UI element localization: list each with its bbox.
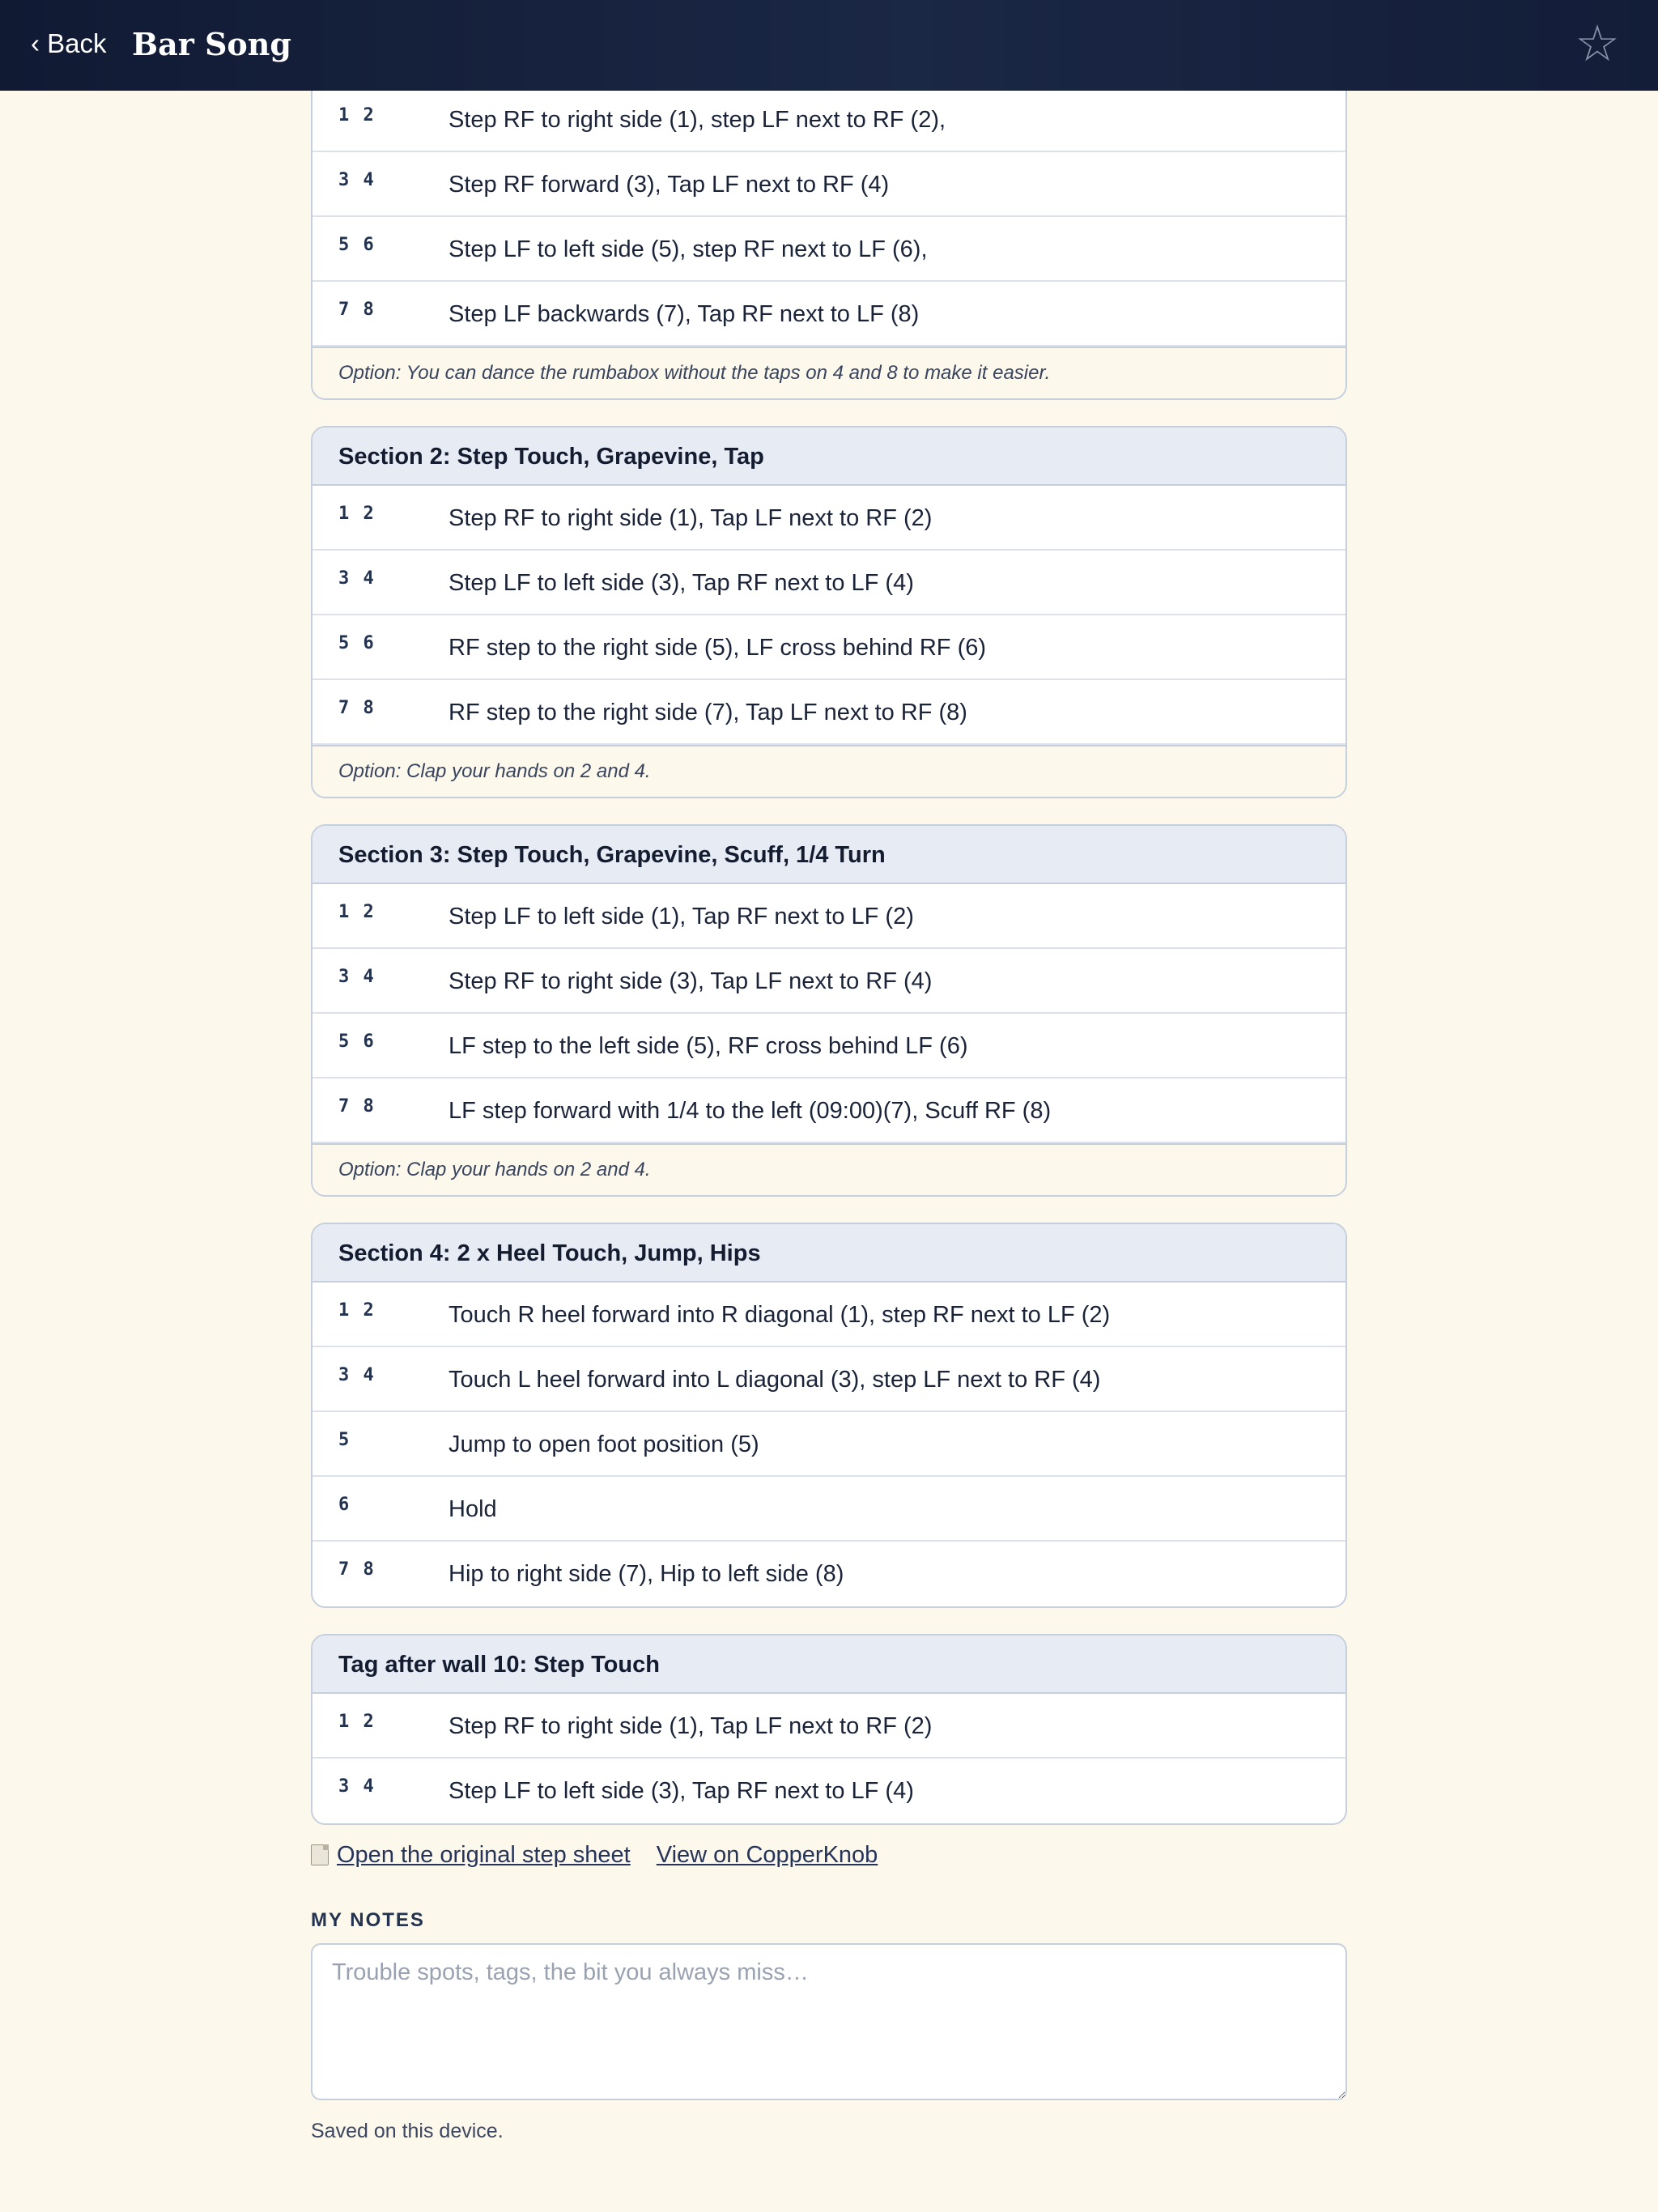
step-description: Step RF forward (3), Tap LF next to RF (4): [449, 172, 890, 198]
section-title: Tag after wall 10: Step Touch: [312, 1636, 1346, 1694]
step-row: [312, 551, 1346, 615]
step-description: Touch L heel forward into L diagonal (3), step LF next to RF (4): [449, 1367, 1101, 1393]
step-description: Touch R heel forward into R diagonal (1), step RF next to LF (2): [449, 1302, 1111, 1328]
notes-heading: MY NOTES: [311, 1909, 425, 1931]
step-description: Hip to right side (7), Hip to left side (8): [449, 1561, 844, 1587]
source-links: [311, 1833, 1347, 1877]
step-row: [312, 1542, 1346, 1606]
step-counts: 7 8: [338, 1559, 376, 1580]
step-counts: 1 2: [338, 105, 376, 125]
document-icon: [311, 1844, 329, 1865]
back-button[interactable]: [31, 28, 107, 60]
step-row: [312, 1283, 1346, 1347]
step-counts: 5 6: [338, 633, 376, 653]
section-title: Section 4: 2 x Heel Touch, Jump, Hips: [312, 1224, 1346, 1283]
step-description: Step RF to right side (1), Tap LF next to RF (2): [449, 505, 933, 531]
section-note: Option: You can dance the rumbabox without the taps on 4 and 8 to make it easier.: [312, 347, 1346, 398]
section-2: [311, 426, 1347, 798]
copperknob-link[interactable]: View on CopperKnob: [656, 1841, 878, 1868]
step-description: Step LF to left side (3), Tap RF next to LF (4): [449, 570, 914, 596]
step-description: LF step to the left side (5), RF cross behind LF (6): [449, 1033, 968, 1059]
step-counts: 7 8: [338, 300, 376, 320]
original-step-sheet-label: Open the original step sheet: [337, 1841, 631, 1868]
step-description: Jump to open foot position (5): [449, 1431, 759, 1457]
step-counts: 3 4: [338, 967, 376, 987]
saved-status: Saved on this device.: [311, 2120, 504, 2142]
step-counts: 7 8: [338, 1096, 376, 1117]
step-counts: 1 2: [338, 1712, 376, 1732]
step-row: [312, 1759, 1346, 1823]
step-counts: 7 8: [338, 698, 376, 718]
section-4: [311, 1223, 1347, 1608]
step-description: LF step forward with 1/4 to the left (09:00)(7), Scuff RF (8): [449, 1098, 1052, 1124]
step-counts: 1 2: [338, 1300, 376, 1321]
notes-textarea[interactable]: [311, 1943, 1347, 2100]
step-description: Step LF to left side (5), step RF next to LF (6),: [449, 236, 928, 262]
step-description: Step RF to right side (1), step LF next to RF (2),: [449, 107, 946, 133]
step-row: [312, 884, 1346, 949]
step-row: [312, 1694, 1346, 1759]
section-title: Section 3: Step Touch, Grapevine, Scuff, 1/4 Turn: [312, 826, 1346, 884]
step-counts: 3 4: [338, 568, 376, 589]
step-counts: 5 6: [338, 1032, 376, 1052]
page-title: Bar Song: [132, 26, 291, 62]
step-counts: 3 4: [338, 1365, 376, 1385]
step-description: Step RF to right side (1), Tap LF next to RF (2): [449, 1713, 933, 1739]
step-description: Step LF backwards (7), Tap RF next to LF (8): [449, 301, 920, 327]
section-tag: [311, 1634, 1347, 1825]
step-row: [312, 1014, 1346, 1078]
step-description: RF step to the right side (5), LF cross behind RF (6): [449, 635, 987, 661]
section-3: [311, 824, 1347, 1197]
step-row: [312, 615, 1346, 680]
step-description: Step RF to right side (3), Tap LF next to RF (4): [449, 968, 933, 994]
step-counts: 5: [338, 1430, 351, 1450]
step-counts: 6: [338, 1495, 351, 1515]
step-row: [312, 1347, 1346, 1412]
step-counts: 3 4: [338, 1776, 376, 1797]
step-description: Step LF to left side (1), Tap RF next to LF (2): [449, 904, 914, 929]
step-row: [312, 217, 1346, 282]
step-description: Hold: [449, 1496, 497, 1522]
section-note: Option: Clap your hands on 2 and 4.: [312, 745, 1346, 797]
favorite-button[interactable]: [1569, 16, 1626, 73]
back-label: ‹ Back: [31, 28, 107, 58]
step-description: RF step to the right side (7), Tap LF next to RF (8): [449, 700, 967, 725]
step-row: [312, 949, 1346, 1014]
step-counts: 5 6: [338, 235, 376, 255]
step-counts: 1 2: [338, 902, 376, 922]
step-counts: 1 2: [338, 504, 376, 524]
step-row: [312, 486, 1346, 551]
step-row: [312, 152, 1346, 217]
step-row: [312, 1477, 1346, 1542]
star-icon: ☆: [1575, 16, 1620, 72]
step-row: [312, 1412, 1346, 1477]
section-title: Section 2: Step Touch, Grapevine, Tap: [312, 428, 1346, 486]
section-1: [311, 65, 1347, 400]
step-row: [312, 87, 1346, 152]
original-step-sheet-link[interactable]: [311, 1842, 631, 1869]
step-row: [312, 282, 1346, 347]
step-description: Step LF to left side (3), Tap RF next to LF (4): [449, 1778, 914, 1804]
step-counts: 3 4: [338, 170, 376, 190]
section-note: Option: Clap your hands on 2 and 4.: [312, 1143, 1346, 1195]
step-sheet: [311, 65, 1347, 2143]
step-row: [312, 680, 1346, 745]
top-bar: [0, 0, 1658, 91]
step-row: [312, 1078, 1346, 1143]
